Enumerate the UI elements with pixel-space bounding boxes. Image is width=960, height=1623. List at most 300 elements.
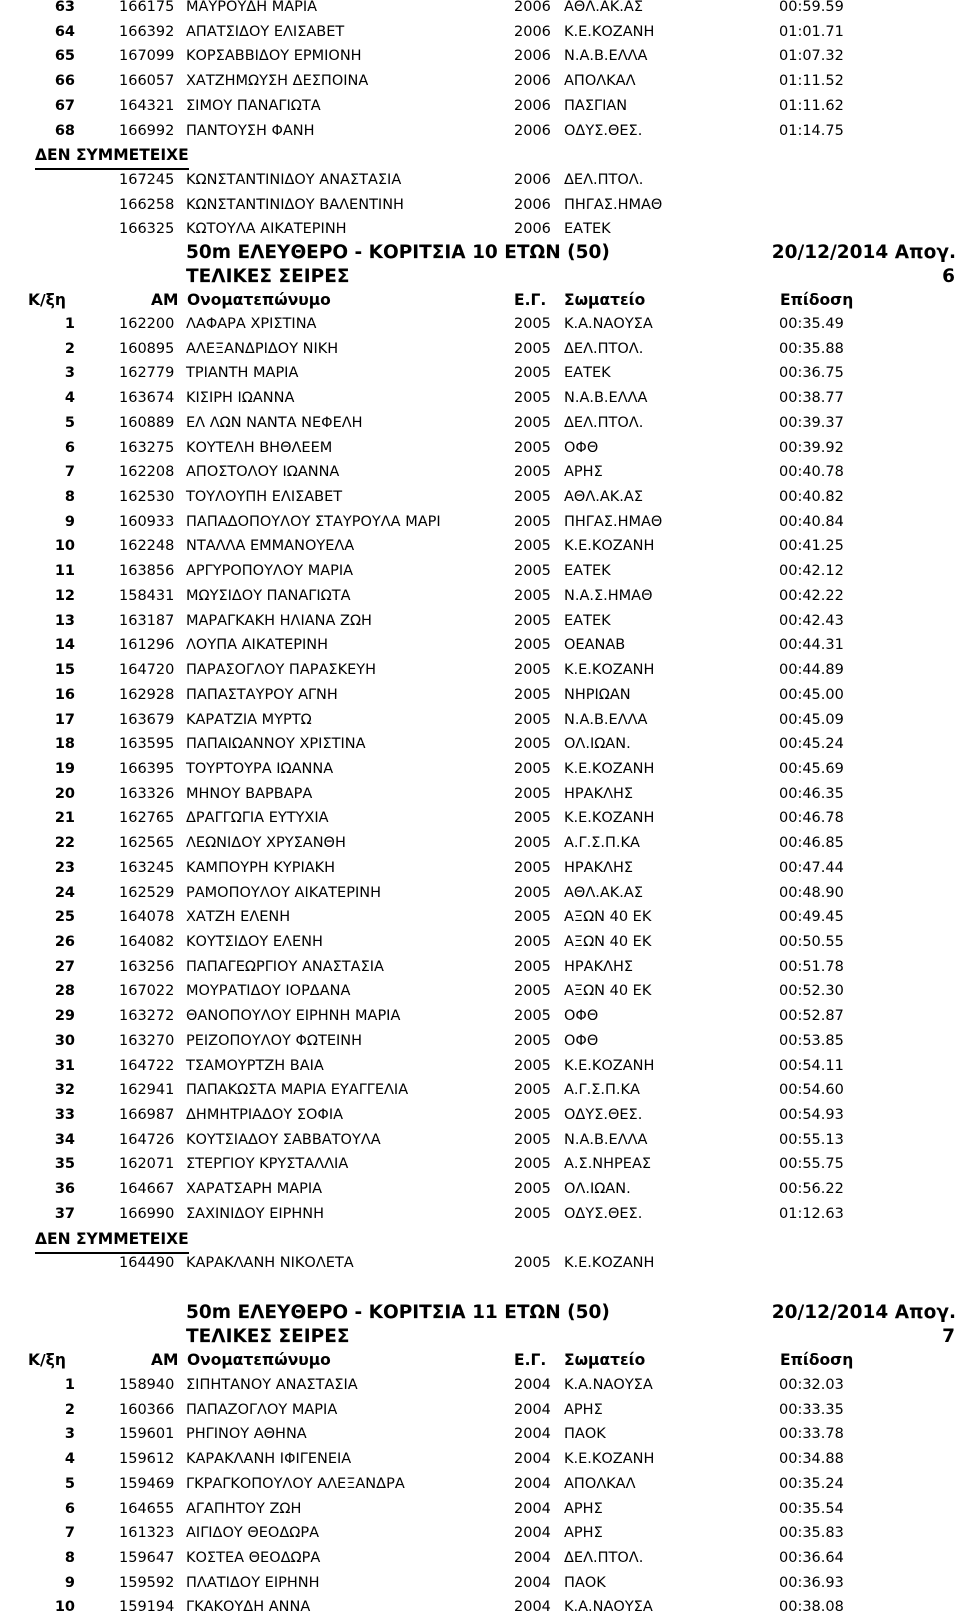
club-name: Κ.Α.ΝΑΟΥΣΑ [564,316,653,332]
header-year: Ε.Γ. [514,1351,547,1369]
athlete-name: ΑΙΓΙΔΟΥ ΘΕΟΔΩΡΑ [186,1525,319,1541]
rank: 14 [54,637,75,653]
result-time: 00:36.64 [779,1550,844,1566]
result-time: 01:14.75 [779,123,844,139]
birth-year: 2005 [514,1132,551,1148]
rank: 25 [54,909,75,925]
birth-year: 2005 [514,341,551,357]
birth-year: 2005 [514,563,551,579]
birth-year: 2005 [514,464,551,480]
rank: 7 [64,464,75,480]
club-name: Ν.Α.Σ.ΗΜΑΘ [564,588,653,604]
club-name: ΕΑΤΕΚ [564,613,611,629]
rank: 4 [64,1451,75,1467]
birth-year: 2005 [514,736,551,752]
athlete-id: 163245 [119,860,175,876]
athlete-name: ΚΑΡΑΤΖΙΑ ΜΥΡΤΩ [186,712,312,728]
result-row [0,881,960,906]
header-rank: Κ/ξη [28,291,66,309]
club-name: ΟΦΘ [564,1008,599,1024]
athlete-name: ΜΟΥΡΑΤΙΔΟΥ ΙΟΡΔΑΝΑ [186,983,351,999]
club-name: ΑΘΛ.ΑΚ.ΑΣ [564,0,643,15]
result-row [0,658,960,683]
birth-year: 2005 [514,885,551,901]
rank: 2 [64,1402,75,1418]
rank: 66 [54,73,75,89]
result-time: 00:36.93 [779,1575,844,1591]
rank: 35 [54,1156,75,1172]
header-am: ΑΜ [151,291,179,309]
club-name: ΑΡΗΣ [564,464,603,480]
rank: 10 [54,1599,75,1615]
club-name: Α.Γ.Σ.Π.ΚΑ [564,1082,640,1098]
club-name: Ν.Α.Β.ΕΛΛΑ [564,48,648,64]
result-row [0,831,960,856]
result-time: 00:41.25 [779,538,844,554]
athlete-name: ΤΡΙΑΝΤΗ ΜΑΡΙΑ [186,365,299,381]
result-time: 00:36.75 [779,365,844,381]
athlete-id: 161296 [119,637,175,653]
event-subtitle: ΤΕΛΙΚΕΣ ΣΕΙΡΕΣ [186,1326,350,1347]
rank: 26 [54,934,75,950]
event-title: 50m ΕΛΕΥΘΕΡΟ - ΚΟΡΙΤΣΙΑ 10 ΕΤΩΝ (50) [186,242,610,263]
result-time: 00:40.82 [779,489,844,505]
club-name: ΠΑΟΚ [564,1426,606,1442]
result-time: 00:54.60 [779,1082,844,1098]
result-row [0,1103,960,1128]
athlete-id: 163272 [119,1008,175,1024]
rank: 8 [64,1550,75,1566]
result-time: 00:40.84 [779,514,844,530]
athlete-name: ΚΩΝΣΤΑΝΤΙΝΙΔΟΥ ΒΑΛΕΝΤΙΝΗ [186,197,404,213]
club-name: Ν.Α.Β.ΕΛΛΑ [564,1132,648,1148]
athlete-name: ΑΡΓΥΡΟΠΟΥΛΟΥ ΜΑΡΙΑ [186,563,354,579]
column-header-row [0,1348,960,1373]
result-row [0,1521,960,1546]
athlete-id: 160895 [119,341,175,357]
birth-year: 2004 [514,1525,551,1541]
club-name: ΠΑΟΚ [564,1575,606,1591]
club-name: Κ.Ε.ΚΟΖΑΝΗ [564,1058,655,1074]
club-name: Κ.Ε.ΚΟΖΑΝΗ [564,538,655,554]
result-row [0,584,960,609]
result-time: 01:07.32 [779,48,844,64]
athlete-id: 167099 [119,48,175,64]
athlete-name: ΠΑΠΑΣΤΑΥΡΟΥ ΑΓΝΗ [186,687,338,703]
event-date: 20/12/2014 Απογ. [771,242,956,263]
birth-year: 2004 [514,1575,551,1591]
result-row [0,69,960,94]
birth-year: 2005 [514,316,551,332]
result-row [0,361,960,386]
athlete-name: ΚΟΥΤΣΙΔΟΥ ΕΛΕΝΗ [186,934,323,950]
birth-year: 2006 [514,197,551,213]
rank: 16 [54,687,75,703]
birth-year: 2005 [514,959,551,975]
result-row [0,559,960,584]
athlete-id: 166992 [119,123,175,139]
result-row [0,1152,960,1177]
header-rank: Κ/ξη [28,1351,66,1369]
club-name: Κ.Α.ΝΑΟΥΣΑ [564,1599,653,1615]
athlete-id: 162200 [119,316,175,332]
result-time: 00:33.78 [779,1426,844,1442]
dns-row [0,1251,960,1276]
result-row [0,386,960,411]
result-time: 00:35.49 [779,316,844,332]
result-time: 00:48.90 [779,885,844,901]
club-name: ΠΑΣΓΙΑΝ [564,98,628,114]
club-name: ΑΡΗΣ [564,1402,603,1418]
athlete-id: 162248 [119,538,175,554]
header-time: Επίδοση [780,1351,854,1369]
athlete-id: 163856 [119,563,175,579]
result-row [0,979,960,1004]
birth-year: 2005 [514,390,551,406]
rank: 5 [64,415,75,431]
result-time: 00:44.31 [779,637,844,653]
athlete-id: 160366 [119,1402,175,1418]
athlete-id: 158940 [119,1377,175,1393]
result-row [0,757,960,782]
athlete-name: ΚΑΡΑΚΛΑΝΗ ΝΙΚΟΛΕΤΑ [186,1255,354,1271]
result-time: 00:54.93 [779,1107,844,1123]
result-time: 00:42.12 [779,563,844,579]
result-time: 00:46.78 [779,810,844,826]
birth-year: 2006 [514,123,551,139]
result-row [0,1398,960,1423]
athlete-id: 162928 [119,687,175,703]
athlete-id: 163679 [119,712,175,728]
result-row [0,1029,960,1054]
dns-row [0,193,960,218]
athlete-id: 166392 [119,24,175,40]
rank: 13 [54,613,75,629]
header-am: ΑΜ [151,1351,179,1369]
result-row [0,460,960,485]
athlete-id: 159194 [119,1599,175,1615]
result-row [0,1472,960,1497]
athlete-id: 164722 [119,1058,175,1074]
athlete-name: ΛΟΥΠΑ ΑΙΚΑΤΕΡΙΝΗ [186,637,329,653]
athlete-name: ΜΑΥΡΟΥΔΗ ΜΑΡΙΑ [186,0,318,15]
athlete-id: 163275 [119,440,175,456]
rank: 9 [64,514,75,530]
rank: 31 [54,1058,75,1074]
event-subtitle: ΤΕΛΙΚΕΣ ΣΕΙΡΕΣ [186,266,350,287]
dns-heading: ΔΕΝ ΣΥΜΜΕΤΕΙΧΕ [35,1227,189,1254]
rank: 19 [54,761,75,777]
result-time: 00:35.54 [779,1501,844,1517]
athlete-id: 162941 [119,1082,175,1098]
header-year: Ε.Γ. [514,291,547,309]
rank: 8 [64,489,75,505]
rank: 30 [54,1033,75,1049]
result-time: 00:38.77 [779,390,844,406]
result-time: 01:11.62 [779,98,844,114]
result-time: 00:59.59 [779,0,844,15]
athlete-name: ΘΑΝΟΠΟΥΛΟΥ ΕΙΡΗΝΗ ΜΑΡΙΑ [186,1008,401,1024]
result-row [0,806,960,831]
club-name: Ν.Α.Β.ΕΛΛΑ [564,390,648,406]
result-time: 00:35.88 [779,341,844,357]
rank: 65 [54,48,75,64]
club-name: Ν.Α.Β.ΕΛΛΑ [564,712,648,728]
result-time: 00:44.89 [779,662,844,678]
result-time: 00:45.00 [779,687,844,703]
club-name: ΑΞΩΝ 40 ΕΚ [564,909,652,925]
birth-year: 2005 [514,934,551,950]
result-time: 00:33.35 [779,1402,844,1418]
birth-year: 2004 [514,1402,551,1418]
athlete-name: ΡΕΙΖΟΠΟΥΛΟΥ ΦΩΤΕΙΝΗ [186,1033,363,1049]
club-name: Κ.Ε.ΚΟΖΑΝΗ [564,1451,655,1467]
athlete-name: ΜΗΝΟΥ ΒΑΡΒΑΡΑ [186,786,313,802]
athlete-id: 163674 [119,390,175,406]
athlete-id: 162779 [119,365,175,381]
result-time: 00:40.78 [779,464,844,480]
result-row [0,436,960,461]
athlete-name: ΛΕΩΝΙΔΟΥ ΧΡΥΣΑΝΘΗ [186,835,346,851]
result-row [0,1128,960,1153]
result-row [0,1373,960,1398]
birth-year: 2005 [514,613,551,629]
birth-year: 2004 [514,1599,551,1615]
athlete-id: 166987 [119,1107,175,1123]
birth-year: 2005 [514,786,551,802]
rank: 28 [54,983,75,999]
rank: 29 [54,1008,75,1024]
header-club: Σωματείο [564,291,646,309]
club-name: ΑΞΩΝ 40 ΕΚ [564,983,652,999]
athlete-id: 159612 [119,1451,175,1467]
result-time: 00:53.85 [779,1033,844,1049]
athlete-name: ΕΛ ΛΩΝ ΝΑΝΤΑ ΝΕΦΕΛΗ [186,415,363,431]
athlete-id: 162765 [119,810,175,826]
result-row [0,1054,960,1079]
dns-row [0,168,960,193]
birth-year: 2005 [514,662,551,678]
athlete-name: ΤΣΑΜΟΥΡΤΖΗ ΒΑΙΑ [186,1058,324,1074]
club-name: ΟΦΘ [564,440,599,456]
rank: 12 [54,588,75,604]
rank: 5 [64,1476,75,1492]
athlete-id: 162529 [119,885,175,901]
athlete-id: 163256 [119,959,175,975]
athlete-name: ΓΚΡΑΓΚΟΠΟΥΛΟΥ ΑΛΕΞΑΝΔΡΑ [186,1476,405,1492]
athlete-name: ΧΑΤΖΗ ΕΛΕΝΗ [186,909,291,925]
athlete-name: ΣΙΜΟΥ ΠΑΝΑΓΙΩΤΑ [186,98,321,114]
athlete-name: ΜΑΡΑΓΚΑΚΗ ΗΛΙΑΝΑ ΖΩΗ [186,613,372,629]
rank: 9 [64,1575,75,1591]
result-row [0,930,960,955]
rank: 34 [54,1132,75,1148]
athlete-id: 163326 [119,786,175,802]
result-time: 00:39.92 [779,440,844,456]
athlete-name: ΚΑΡΑΚΛΑΝΗ ΙΦΙΓΕΝΕΙΑ [186,1451,352,1467]
result-row [0,955,960,980]
club-name: ΔΕΛ.ΠΤΟΛ. [564,172,644,188]
rank: 37 [54,1206,75,1222]
athlete-name: ΚΟΣΤΕΑ ΘΕΟΔΩΡΑ [186,1550,321,1566]
result-row [0,856,960,881]
athlete-name: ΚΟΥΤΕΛΗ ΒΗΘΛΕΕΜ [186,440,333,456]
birth-year: 2005 [514,514,551,530]
birth-year: 2005 [514,1255,551,1271]
athlete-id: 164667 [119,1181,175,1197]
rank: 64 [54,24,75,40]
event-number: 7 [942,1326,955,1347]
result-row [0,609,960,634]
birth-year: 2004 [514,1550,551,1566]
club-name: ΟΔΥΣ.ΘΕΣ. [564,1107,643,1123]
athlete-name: ΝΤΑΛΛΑ ΕΜΜΑΝΟΥΕΛΑ [186,538,355,554]
birth-year: 2006 [514,221,551,237]
athlete-name: ΠΑΝΤΟΥΣΗ ΦΑΝΗ [186,123,315,139]
club-name: ΟΦΘ [564,1033,599,1049]
athlete-name: ΚΩΝΣΤΑΝΤΙΝΙΔΟΥ ΑΝΑΣΤΑΣΙΑ [186,172,402,188]
athlete-name: ΣΤΕΡΓΙΟΥ ΚΡΥΣΤΑΛΛΙΑ [186,1156,349,1172]
result-row [0,708,960,733]
birth-year: 2005 [514,637,551,653]
athlete-name: ΠΑΠΑΚΩΣΤΑ ΜΑΡΙΑ ΕΥΑΓΓΕΛΙΑ [186,1082,409,1098]
result-row [0,94,960,119]
birth-year: 2005 [514,1082,551,1098]
club-name: ΗΡΑΚΛΗΣ [564,786,634,802]
athlete-name: ΡΑΜΟΠΟΥΛΟΥ ΑΙΚΑΤΕΡΙΝΗ [186,885,381,901]
result-time: 00:55.75 [779,1156,844,1172]
club-name: Κ.Ε.ΚΟΖΑΝΗ [564,761,655,777]
club-name: ΑΡΗΣ [564,1501,603,1517]
result-row [0,510,960,535]
birth-year: 2005 [514,489,551,505]
athlete-id: 167022 [119,983,175,999]
rank: 36 [54,1181,75,1197]
header-name: Ονοματεπώνυμο [187,291,331,309]
birth-year: 2006 [514,48,551,64]
club-name: ΑΘΛ.ΑΚ.ΑΣ [564,489,643,505]
athlete-id: 166395 [119,761,175,777]
club-name: Κ.Ε.ΚΟΖΑΝΗ [564,662,655,678]
birth-year: 2005 [514,588,551,604]
result-row [0,337,960,362]
club-name: Α.Σ.ΝΗΡΕΑΣ [564,1156,652,1172]
result-time: 00:35.83 [779,1525,844,1541]
athlete-id: 160889 [119,415,175,431]
athlete-id: 159592 [119,1575,175,1591]
athlete-name: ΚΟΥΤΣΙΑΔΟΥ ΣΑΒΒΑΤΟΥΛΑ [186,1132,381,1148]
athlete-name: ΔΡΑΓΓΩΓΙΑ ΕΥΤΥΧΙΑ [186,810,329,826]
athlete-id: 166325 [119,221,175,237]
result-row [0,1546,960,1571]
birth-year: 2005 [514,860,551,876]
athlete-id: 164078 [119,909,175,925]
birth-year: 2005 [514,983,551,999]
athlete-name: ΠΑΠΑΖΟΓΛΟΥ ΜΑΡΙΑ [186,1402,338,1418]
club-name: ΔΕΛ.ΠΤΟΛ. [564,341,644,357]
athlete-id: 162565 [119,835,175,851]
rank: 68 [54,123,75,139]
result-row [0,1595,960,1620]
athlete-id: 166057 [119,73,175,89]
result-time: 00:38.08 [779,1599,844,1615]
event-date: 20/12/2014 Απογ. [771,1302,956,1323]
result-time: 00:32.03 [779,1377,844,1393]
result-row [0,1004,960,1029]
result-row [0,782,960,807]
athlete-id: 163595 [119,736,175,752]
rank: 7 [64,1525,75,1541]
club-name: ΟΔΥΣ.ΘΕΣ. [564,1206,643,1222]
club-name: Κ.Ε.ΚΟΖΑΝΗ [564,810,655,826]
rank: 21 [54,810,75,826]
club-name: ΠΗΓΑΣ.ΗΜΑΘ [564,514,663,530]
athlete-id: 164655 [119,1501,175,1517]
club-name: ΕΑΤΕΚ [564,221,611,237]
athlete-id: 162530 [119,489,175,505]
rank: 17 [54,712,75,728]
athlete-name: ΤΟΥΛΟΥΠΗ ΕΛΙΣΑΒΕΤ [186,489,343,505]
result-row [0,534,960,559]
result-time: 00:54.11 [779,1058,844,1074]
rank: 15 [54,662,75,678]
birth-year: 2005 [514,1156,551,1172]
result-time: 00:56.22 [779,1181,844,1197]
birth-year: 2006 [514,73,551,89]
club-name: Κ.Ε.ΚΟΖΑΝΗ [564,24,655,40]
result-row [0,119,960,144]
athlete-name: ΑΛΕΞΑΝΔΡΙΔΟΥ ΝΙΚΗ [186,341,339,357]
result-row [0,683,960,708]
athlete-name: ΠΛΑΤΙΔΟΥ ΕΙΡΗΝΗ [186,1575,320,1591]
athlete-id: 166258 [119,197,175,213]
birth-year: 2004 [514,1501,551,1517]
club-name: Κ.Ε.ΚΟΖΑΝΗ [564,1255,655,1271]
birth-year: 2005 [514,835,551,851]
result-time: 00:42.22 [779,588,844,604]
athlete-name: ΚΩΤΟΥΛΑ ΑΙΚΑΤΕΡΙΝΗ [186,221,347,237]
result-time: 00:34.88 [779,1451,844,1467]
result-time: 01:11.52 [779,73,844,89]
athlete-name: ΡΗΓΙΝΟΥ ΑΘΗΝΑ [186,1426,307,1442]
athlete-id: 166990 [119,1206,175,1222]
birth-year: 2004 [514,1377,551,1393]
club-name: ΠΗΓΑΣ.ΗΜΑΘ [564,197,663,213]
rank: 63 [54,0,75,15]
header-time: Επίδοση [780,291,854,309]
result-time: 00:50.55 [779,934,844,950]
birth-year: 2004 [514,1451,551,1467]
club-name: ΑΠΟΛΚΑΛ [564,1476,636,1492]
birth-year: 2005 [514,761,551,777]
athlete-id: 158431 [119,588,175,604]
birth-year: 2005 [514,365,551,381]
rank: 67 [54,98,75,114]
result-time: 00:55.13 [779,1132,844,1148]
birth-year: 2005 [514,1107,551,1123]
athlete-name: ΑΠΟΣΤΟΛΟΥ ΙΩΑΝΝΑ [186,464,340,480]
rank: 6 [64,1501,75,1517]
athlete-id: 161323 [119,1525,175,1541]
birth-year: 2005 [514,538,551,554]
birth-year: 2005 [514,1033,551,1049]
result-row [0,1571,960,1596]
result-row [0,44,960,69]
result-time: 01:01.71 [779,24,844,40]
result-row [0,633,960,658]
club-name: ΟΕΑΝΑΒ [564,637,626,653]
rank: 20 [54,786,75,802]
